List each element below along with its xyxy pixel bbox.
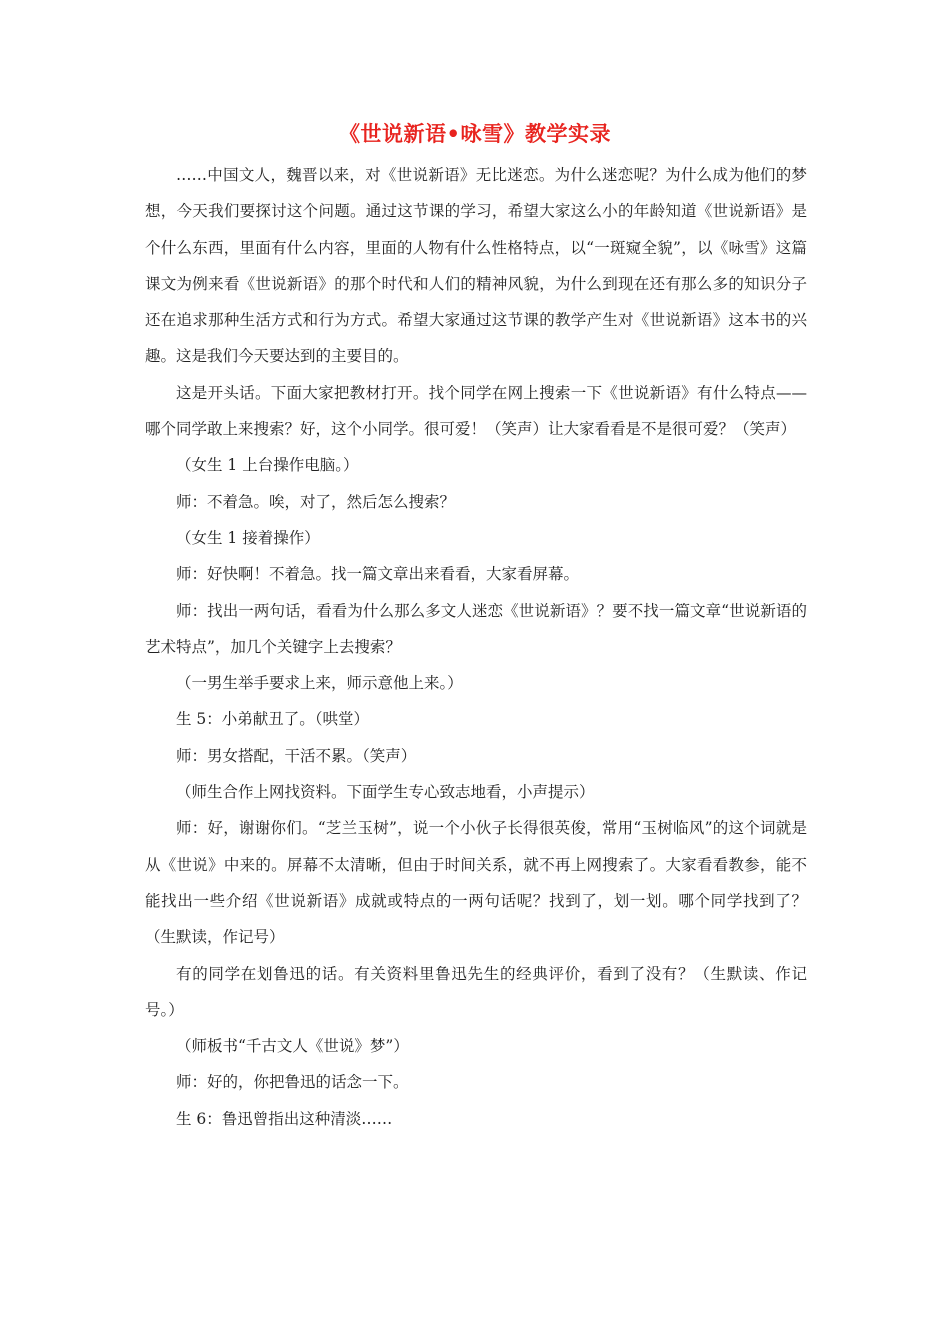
paragraph: 师：找出一两句话，看看为什么那么多文人迷恋《世说新语》？要不找一篇文章“世说新语的艺术特点”，加几个关键字上去搜索？ <box>145 601 807 656</box>
paragraph: 师：好，谢谢你们。“芝兰玉树”，说一个小伙子长得很英俊，常用“玉树临风”的这个词就是从《世说》中来的。屏幕不太清晰，但由于时间关系，就不再上网搜索了。大家看看教参，能不能找出一些介绍《世说新语》成就或特点的一两句话呢？找到了，划一划。哪个同学找到了？（生默读，作记号） <box>145 819 807 947</box>
paragraph: （女生 1 上台操作电脑。） <box>176 456 359 475</box>
paragraph: （师板书“千古文人《世说》梦”） <box>176 1037 409 1056</box>
paragraph: 有的同学在划鲁迅的话。有关资料里鲁迅先生的经典评价，看到了没有？（生默读、作记号。） <box>145 964 807 1019</box>
document-body <box>145 157 807 1137</box>
paragraph: 生 5：小弟献丑了。（哄堂） <box>176 710 370 729</box>
paragraph: 这是开头话。下面大家把教材打开。找个同学在网上搜索一下《世说新语》有什么特点——哪个同学敢上来搜索？好，这个小同学。很可爱！（笑声）让大家看看是不是很可爱？（笑声） <box>145 383 807 439</box>
paragraph: 师：好的，你把鲁迅的话念一下。 <box>176 1073 409 1092</box>
paragraph: 师：好快啊！不着急。找一篇文章出来看看，大家看屏幕。 <box>176 565 580 584</box>
paragraph: 师：男女搭配，干活不累。（笑声） <box>176 746 417 765</box>
paragraph: （师生合作上网找资料。下面学生专心致志地看，小声提示） <box>176 783 595 802</box>
paragraph: （女生 1 接着操作） <box>176 528 320 547</box>
paragraph: ……中国文人，魏晋以来，对《世说新语》无比迷恋。为什么迷恋呢？为什么成为他们的梦想，今天我们要探讨这个问题。通过这节课的学习，希望大家这么小的年龄知道《世说新语》是个什么东西，里面有什么内容，里面的人物有什么性格特点，以“一斑窥全貌”，以《咏雪》这篇课文为例来看《世说新语》的那个时代和人们的精神风貌，为什么到现在还有那么多的知识分子还在追求那种生活方式和行为方式。希望大家通过这节课的教学产生对《世说新语》这本书的兴趣。这是我们今天要达到的主要目的。 <box>145 166 807 366</box>
document-title: 《世说新语•咏雪》教学实录 <box>339 121 611 146</box>
paragraph: （一男生举手要求上来，师示意他上来。） <box>176 674 463 693</box>
paragraph: 师：不着急。唉，对了，然后怎么搜索？ <box>176 492 456 511</box>
paragraph: 生 6：鲁迅曾指出这种清淡…… <box>176 1109 393 1128</box>
